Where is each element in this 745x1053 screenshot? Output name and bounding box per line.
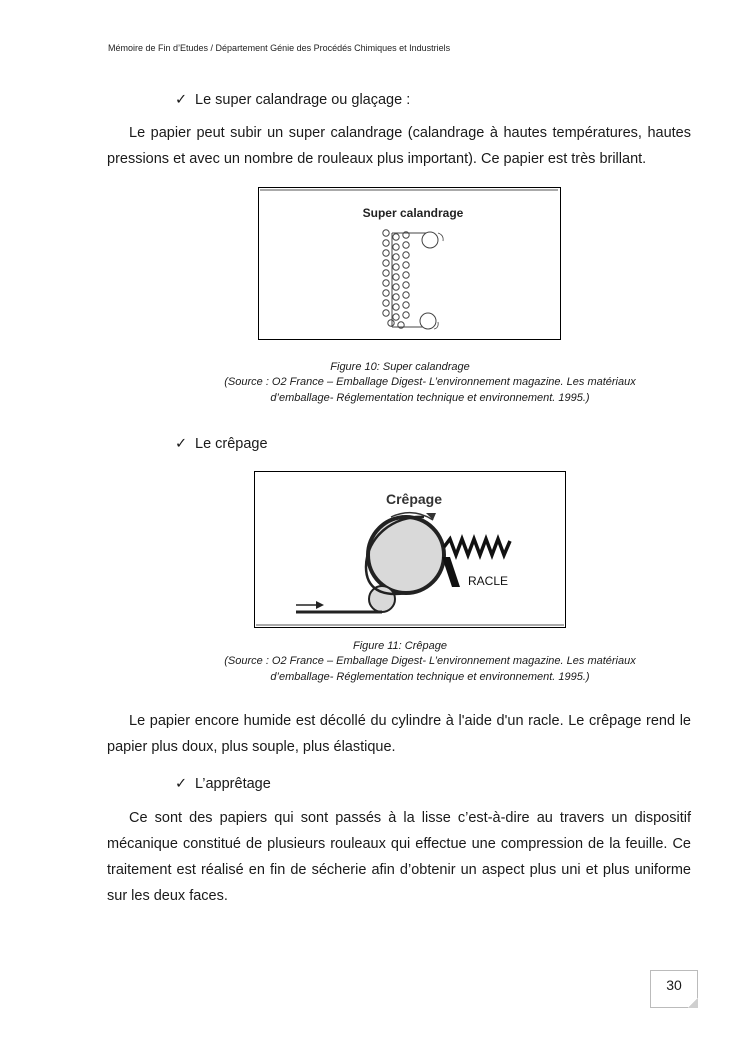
bullet-label: L’apprêtage <box>195 776 271 792</box>
drying-cylinder <box>368 517 444 593</box>
bullet-crepage <box>175 436 268 452</box>
running-header: Mémoire de Fin d’Etudes / Département Génie des Procédés Chimiques et Industriels <box>108 43 451 53</box>
figure10-source: (Source : O2 France – Emballage Digest- L’environnement magazine. Les matériaux d’emballage- Réglementation technique et environnement. 1995.) <box>224 376 636 404</box>
crepage-diagram <box>254 471 566 628</box>
checkmark-icon: ✓ <box>175 436 188 452</box>
page-number-box <box>650 970 698 1008</box>
figure11-source: (Source : O2 France – Emballage Digest- L’environnement magazine. Les matériaux d’emballage- Réglementation technique et environnement. 1995.) <box>224 655 636 683</box>
checkmark-icon: ✓ <box>175 776 188 792</box>
paragraph-crepage: Le papier encore humide est décollé du cylindre à l'aide d'un racle. Le crêpage rend le papier plus doux, plus souple, plus élastique. <box>107 713 691 755</box>
page-number: 30 <box>666 977 682 993</box>
bottom-reel <box>420 313 436 329</box>
checkmark-icon: ✓ <box>175 92 188 108</box>
super-calandrage-diagram <box>258 187 561 340</box>
page-curl-icon <box>688 998 698 1008</box>
racle-label: RACLE <box>468 574 509 588</box>
paragraph-super-calandrage: Le papier peut subir un super calandrage (calandrage à hautes températures, hautes pressions et avec un nombre de rouleaux plus important). Ce papier est très brillant. <box>107 125 691 167</box>
top-reel <box>422 232 438 248</box>
bullet-appretage <box>175 776 271 792</box>
bullet-super-calandrage <box>175 92 410 108</box>
figure10-title: Super calandrage <box>362 206 464 220</box>
guide-roller <box>369 586 395 612</box>
paragraph-appretage: Ce sont des papiers qui sont passés à la lisse c’est-à-dire au travers un dispositif mécanique constitué de plusieurs rouleaux qui effectue une compression de la feuille. Ce traitement est réalisé en fin de sécherie afin d’obtenir un aspect plus uni et plus uniforme sur les deux faces. <box>107 810 691 904</box>
figure11-title: Crêpage <box>385 491 443 507</box>
figure-super-calandrage <box>258 187 561 340</box>
figure-crepage <box>254 471 566 628</box>
bullet-label: Le crêpage <box>195 436 268 452</box>
figure11-caption: Figure 11: Crêpage <box>353 640 447 652</box>
bullet-label: Le super calandrage ou glaçage : <box>195 92 411 108</box>
figure10-caption: Figure 10: Super calandrage <box>330 361 470 373</box>
